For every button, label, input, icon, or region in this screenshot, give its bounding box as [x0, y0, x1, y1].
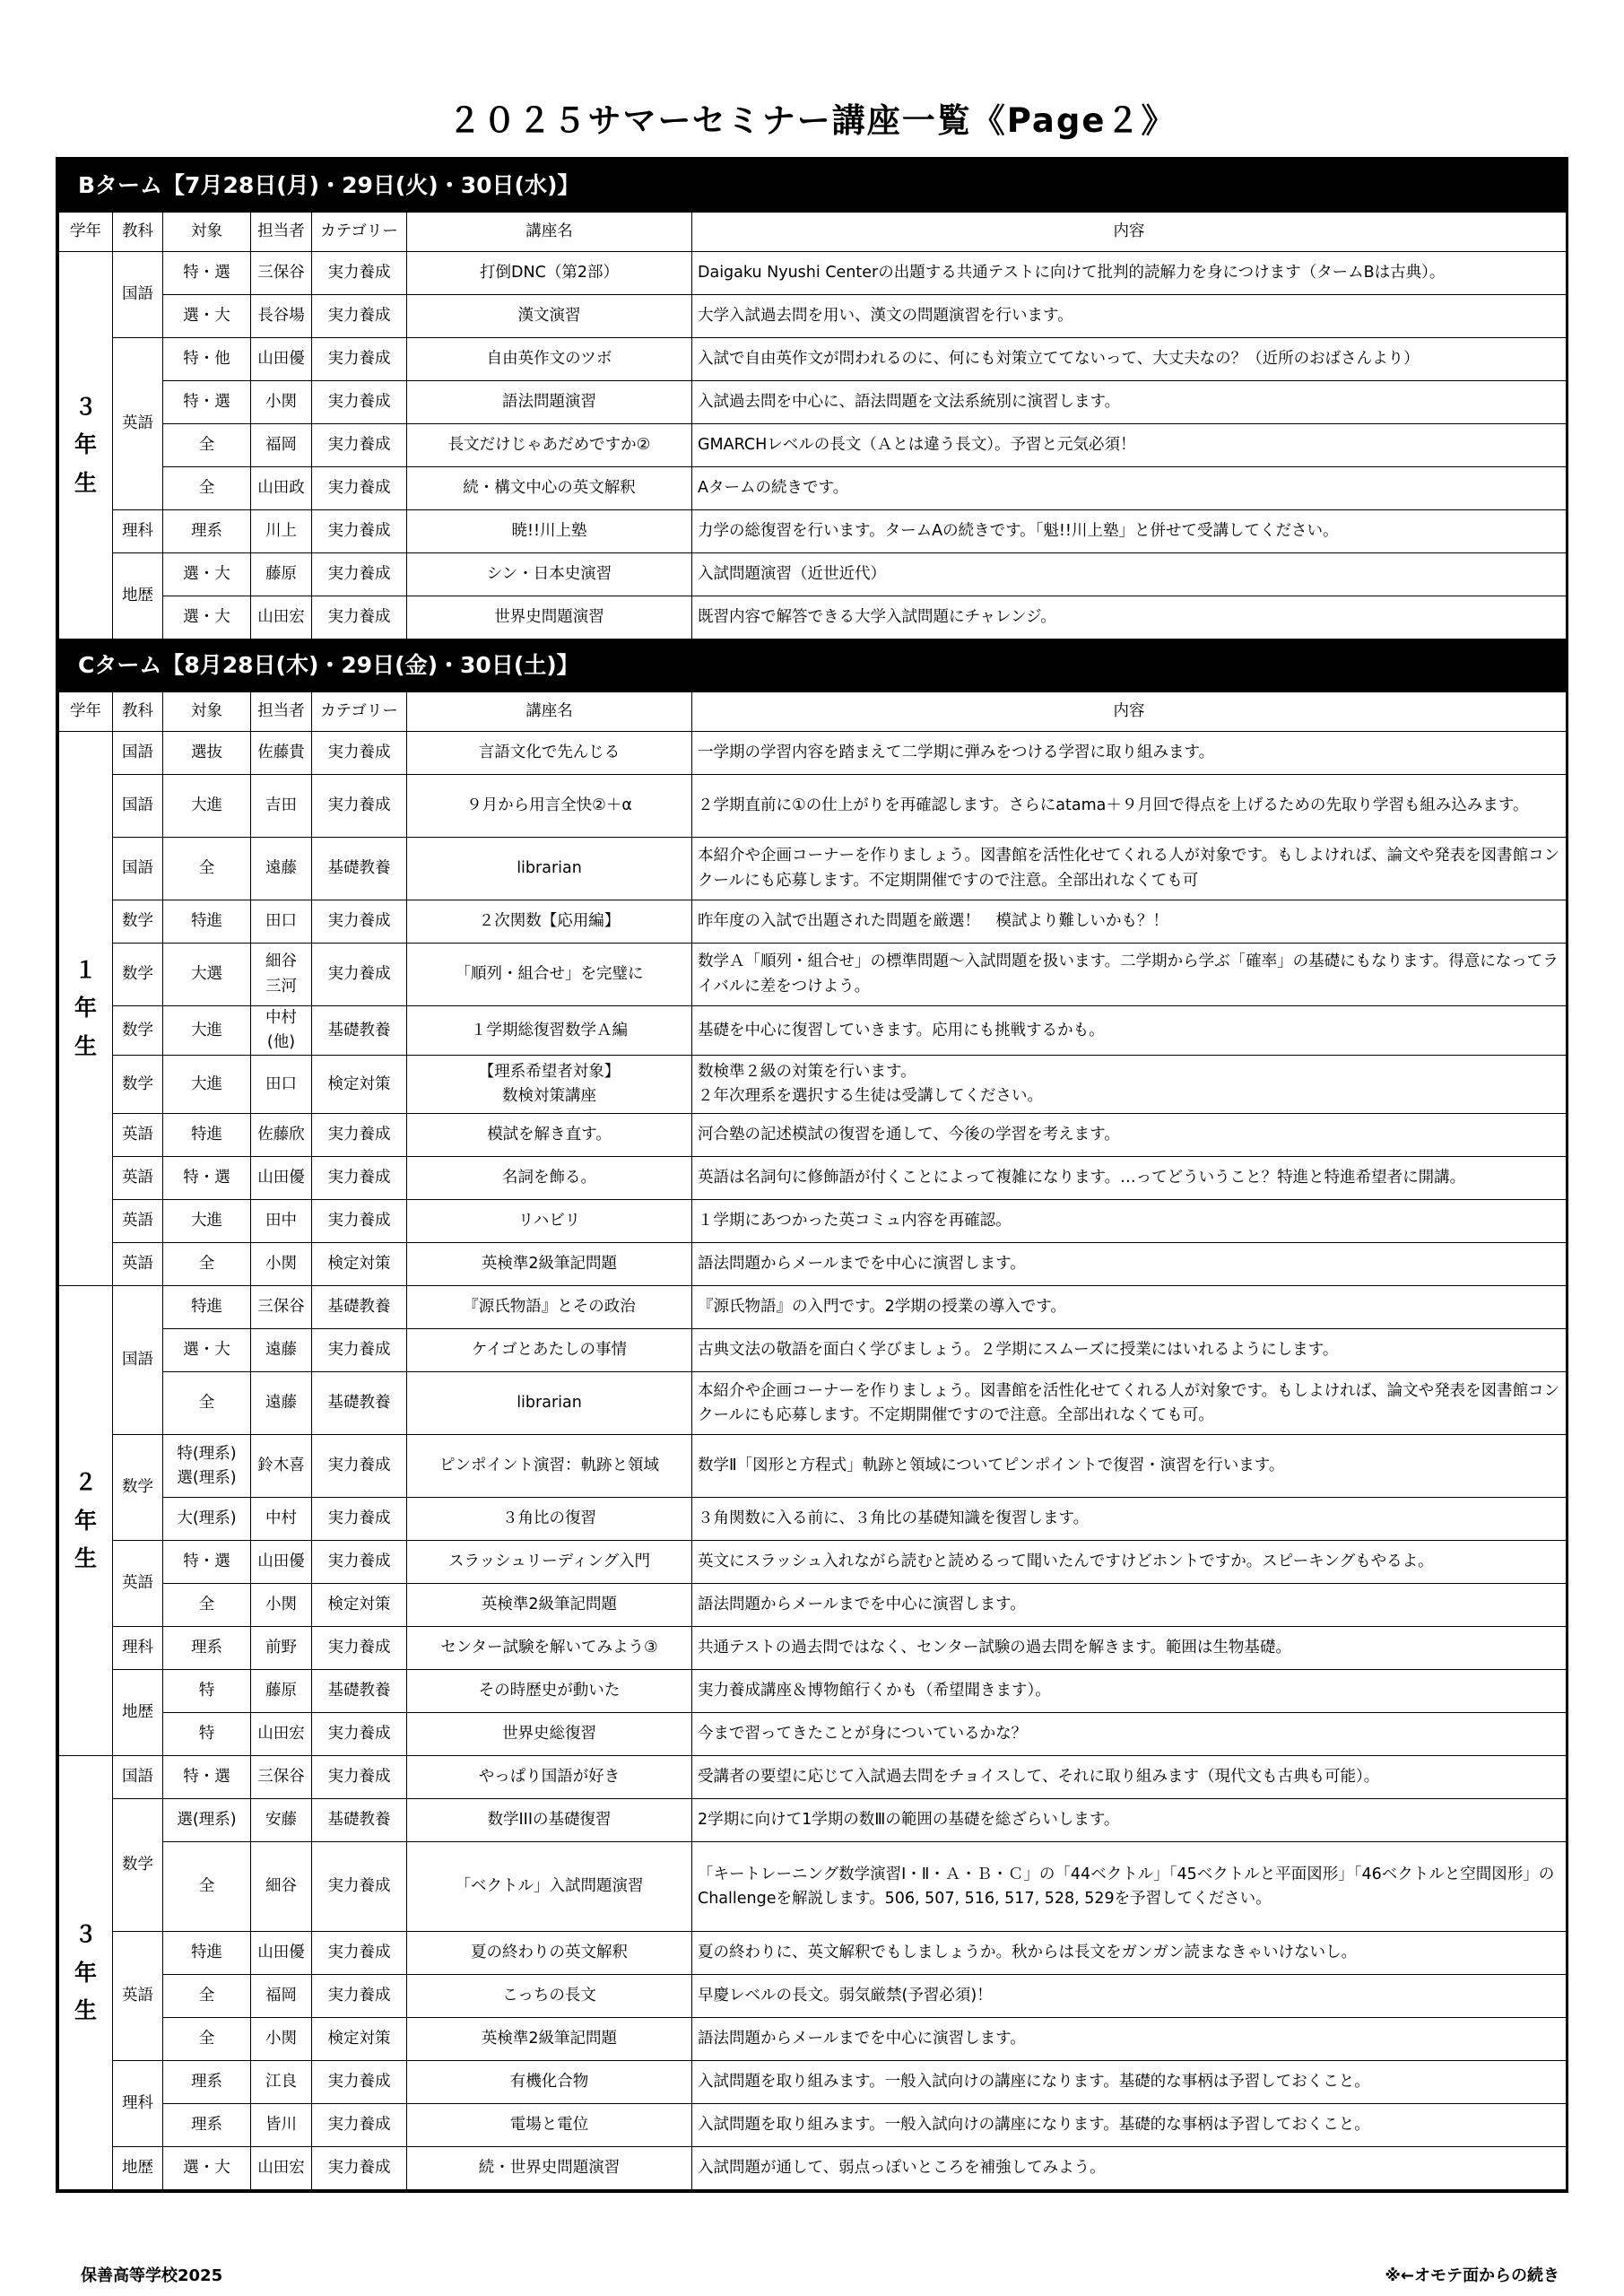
content-cell: 実力養成講座＆博物館行くかも（希望聞きます）。 [692, 1670, 1567, 1713]
subject-cell: 国語 [113, 252, 163, 338]
teacher-cell: 山田優 [251, 338, 312, 381]
content-cell: 入試問題演習（近世近代） [692, 553, 1567, 596]
course-name-cell: 続・構文中心の英文解釈 [407, 467, 692, 510]
course-name-cell: ピンポイント演習：軌跡と領域 [407, 1435, 692, 1498]
grade-cell: １ 年 生 [59, 732, 113, 1286]
grade-cell: ３ 年 生 [59, 1756, 113, 2190]
teacher-cell: 三保谷 [251, 1756, 312, 1799]
table-row [59, 1056, 1567, 1114]
content-cell: ３角関数に入る前に、３角比の基礎知識を復習します。 [692, 1498, 1567, 1541]
teacher-cell: 前野 [251, 1627, 312, 1670]
subject-cell: 地歴 [113, 1670, 163, 1756]
table-row [59, 1329, 1567, 1372]
content-cell: 入試問題を取り組みます。一般入試向けの講座になります。基礎的な事柄は予習しておくこと。 [692, 2104, 1567, 2147]
course-name-cell: 模試を解き直す。 [407, 1114, 692, 1157]
subject-cell: 国語 [113, 1286, 163, 1435]
subject-cell: 地歴 [113, 553, 163, 639]
subject-cell: 数学 [113, 1799, 163, 1932]
category-cell: 実力養成 [312, 510, 407, 553]
course-name-cell: 名詞を飾る。 [407, 1157, 692, 1200]
teacher-cell: 小関 [251, 1584, 312, 1627]
target-cell: 全 [163, 1243, 251, 1286]
content-cell: 早慶レベルの長文。弱気厳禁(予習必須)！ [692, 1975, 1567, 2018]
category-cell: 実力養成 [312, 732, 407, 775]
category-cell: 実力養成 [312, 1435, 407, 1498]
category-cell: 実力養成 [312, 1756, 407, 1799]
target-cell: 全 [163, 1584, 251, 1627]
table-row [59, 1932, 1567, 1975]
teacher-cell: 三保谷 [251, 252, 312, 295]
subject-cell: 数学 [113, 1006, 163, 1056]
target-cell: 選・大 [163, 596, 251, 639]
category-cell: 実力養成 [312, 553, 407, 596]
target-cell: 全 [163, 838, 251, 900]
teacher-cell: 田口 [251, 1056, 312, 1114]
target-cell: 特 [163, 1670, 251, 1713]
table-row [59, 1713, 1567, 1756]
table-row [59, 1541, 1567, 1584]
grade-cell: ２ 年 生 [59, 1286, 113, 1756]
course-name-cell: 世界史問題演習 [407, 596, 692, 639]
content-cell: 既習内容で解答できる大学入試問題にチャレンジ。 [692, 596, 1567, 639]
subject-cell: 国語 [113, 775, 163, 838]
subject-cell: 地歴 [113, 2147, 163, 2190]
teacher-cell: 田口 [251, 900, 312, 944]
category-cell: 実力養成 [312, 775, 407, 838]
target-cell: 理系 [163, 510, 251, 553]
teacher-cell: 中村 [251, 1498, 312, 1541]
table-row [59, 510, 1567, 553]
course-name-cell: シン・日本史演習 [407, 553, 692, 596]
target-cell: 特 [163, 1713, 251, 1756]
teacher-cell: 遠藤 [251, 1372, 312, 1435]
subject-cell: 英語 [113, 1200, 163, 1243]
category-cell: 実力養成 [312, 2104, 407, 2147]
term-table [58, 212, 1567, 639]
subject-cell: 国語 [113, 1756, 163, 1799]
column-header: 講座名 [407, 692, 692, 732]
course-name-cell: 打倒DNC（第2部） [407, 252, 692, 295]
content-cell: 基礎を中心に復習していきます。応用にも挑戦するかも。 [692, 1006, 1567, 1056]
target-cell: 大進 [163, 1006, 251, 1056]
content-cell: 英語は名詞句に修飾語が付くことによって複雑になります。…ってどういうこと？特進と特進希望者に開講。 [692, 1157, 1567, 1200]
category-cell: 実力養成 [312, 1157, 407, 1200]
content-cell: 共通テストの過去問ではなく、センター試験の過去問を解きます。範囲は生物基礎。 [692, 1627, 1567, 1670]
target-cell: 特・選 [163, 1756, 251, 1799]
table-row [59, 467, 1567, 510]
content-cell: 数検準２級の対策を行います。 ２年次理系を選択する生徒は受講してください。 [692, 1056, 1567, 1114]
teacher-cell: 遠藤 [251, 1329, 312, 1372]
category-cell: 実力養成 [312, 295, 407, 338]
content-cell: 「キートレーニング数学演習Ⅰ・Ⅱ・Ａ・Ｂ・Ｃ」の「44ベクトル」「45ベクトルと平面図形」「46ベクトルと空間図形」のChallengeを解説します。506, 507, 516, 517, 528, 529を予習してください。 [692, 1842, 1567, 1932]
table-row [59, 1157, 1567, 1200]
table-row [59, 775, 1567, 838]
content-cell: 数学Ⅱ「図形と方程式」軌跡と領域についてピンポイントで復習・演習を行います。 [692, 1435, 1567, 1498]
table-row [59, 1975, 1567, 2018]
table-row [59, 2018, 1567, 2061]
column-header: 学年 [59, 692, 113, 732]
category-cell: 基礎教養 [312, 1670, 407, 1713]
target-cell: 理系 [163, 2061, 251, 2104]
target-cell: 特・選 [163, 252, 251, 295]
teacher-cell: 細谷 [251, 1842, 312, 1932]
course-name-cell: 数学IIIの基礎復習 [407, 1799, 692, 1842]
content-cell: 今まで習ってきたことが身についているかな？ [692, 1713, 1567, 1756]
category-cell: 実力養成 [312, 944, 407, 1006]
content-cell: 語法問題からメールまでを中心に演習します。 [692, 2018, 1567, 2061]
subject-cell: 数学 [113, 900, 163, 944]
content-cell: 語法問題からメールまでを中心に演習します。 [692, 1584, 1567, 1627]
content-cell: 本紹介や企画コーナーを作りましょう。図書館を活性化せてくれる人が対象です。もしよければ、論文や発表を図書館コンクールにも応募します。不定期開催ですので注意。全部出れなくても可。 [692, 1372, 1567, 1435]
column-header: 学年 [59, 213, 113, 252]
teacher-cell: 佐藤貴 [251, 732, 312, 775]
content-cell: Daigaku Nyushi Centerの出題する共通テストに向けて批判的読解力を身につけます（タームBは古典）。 [692, 252, 1567, 295]
teacher-cell: 田中 [251, 1200, 312, 1243]
table-row [59, 596, 1567, 639]
course-name-cell: 英検準2級筆記問題 [407, 1243, 692, 1286]
target-cell: 全 [163, 1372, 251, 1435]
teacher-cell: 藤原 [251, 1670, 312, 1713]
content-cell: 入試問題が通して、弱点っぽいところを補強してみよう。 [692, 2147, 1567, 2190]
content-cell: 『源氏物語』の入門です。2学期の授業の導入です。 [692, 1286, 1567, 1329]
teacher-cell: 江良 [251, 2061, 312, 2104]
subject-cell: 理科 [113, 510, 163, 553]
course-name-cell: 夏の終わりの英文解釈 [407, 1932, 692, 1975]
content-cell: 昨年度の入試で出題された問題を厳選！ 模試より難しいかも？！ [692, 900, 1567, 944]
content-cell: GMARCHレベルの長文（Ａとは違う長文）。予習と元気必須！ [692, 424, 1567, 467]
teacher-cell: 長谷場 [251, 295, 312, 338]
category-cell: 実力養成 [312, 1541, 407, 1584]
course-name-cell: 「順列・組合せ」を完璧に [407, 944, 692, 1006]
table-row [59, 838, 1567, 900]
category-cell: 基礎教養 [312, 1006, 407, 1056]
teacher-cell: 山田政 [251, 467, 312, 510]
category-cell: 実力養成 [312, 596, 407, 639]
target-cell: 特(理系) 選(理系) [163, 1435, 251, 1498]
target-cell: 理系 [163, 1627, 251, 1670]
school-name: 保善高等学校2025 [81, 2266, 223, 2285]
content-cell: 英文にスラッシュ入れながら読むと読めるって聞いたんですけどホントですか。スピーキングもやるよ。 [692, 1541, 1567, 1584]
content-cell: 古典文法の敬語を面白く学びましょう。２学期にスムーズに授業にはいれるようにします。 [692, 1329, 1567, 1372]
target-cell: 特進 [163, 1114, 251, 1157]
teacher-cell: 中村(他) [251, 1006, 312, 1056]
teacher-cell: 川上 [251, 510, 312, 553]
table-row [59, 1006, 1567, 1056]
course-name-cell: 語法問題演習 [407, 381, 692, 424]
term-header: Cターム【8月28日(木)・29日(金)・30日(土)】 [58, 639, 1566, 691]
content-cell: 河合塾の記述模試の復習を通して、今後の学習を考えます。 [692, 1114, 1567, 1157]
subject-cell: 英語 [113, 1157, 163, 1200]
table-row [59, 1498, 1567, 1541]
content-cell: Aタームの続きです。 [692, 467, 1567, 510]
course-name-cell: ２次関数【応用編】 [407, 900, 692, 944]
subject-cell: 数学 [113, 944, 163, 1006]
table-row [59, 1286, 1567, 1329]
course-name-cell: センター試験を解いてみよう③ [407, 1627, 692, 1670]
column-header: 講座名 [407, 213, 692, 252]
target-cell: 全 [163, 467, 251, 510]
target-cell: 選(理系) [163, 1799, 251, 1842]
table-row [59, 1435, 1567, 1498]
teacher-cell: 小関 [251, 381, 312, 424]
content-cell: 語法問題からメールまでを中心に演習します。 [692, 1243, 1567, 1286]
category-cell: 検定対策 [312, 1243, 407, 1286]
teacher-cell: 鈴木喜 [251, 1435, 312, 1498]
column-header: 担当者 [251, 213, 312, 252]
subject-cell: 英語 [113, 338, 163, 510]
content-cell: 本紹介や企画コーナーを作りましょう。図書館を活性化せてくれる人が対象です。もしよければ、論文や発表を図書館コンクールにも応募します。不定期開催ですので注意。全部出れなくても可 [692, 838, 1567, 900]
category-cell: 実力養成 [312, 1200, 407, 1243]
content-cell: 大学入試過去問を用い、漢文の問題演習を行います。 [692, 295, 1567, 338]
target-cell: 選・大 [163, 1329, 251, 1372]
category-cell: 実力養成 [312, 1842, 407, 1932]
table-row [59, 944, 1567, 1006]
term-header: Bターム【7月28日(月)・29日(火)・30日(水)】 [58, 160, 1566, 212]
teacher-cell: 小関 [251, 2018, 312, 2061]
course-name-cell: librarian [407, 838, 692, 900]
table-row [59, 424, 1567, 467]
subject-cell: 国語 [113, 838, 163, 900]
teacher-cell: 山田宏 [251, 596, 312, 639]
table-row [59, 900, 1567, 944]
table-row [59, 2104, 1567, 2147]
category-cell: 検定対策 [312, 1056, 407, 1114]
category-cell: 基礎教養 [312, 1286, 407, 1329]
target-cell: 大進 [163, 1056, 251, 1114]
target-cell: 理系 [163, 2104, 251, 2147]
target-cell: 大(理系) [163, 1498, 251, 1541]
target-cell: 全 [163, 1975, 251, 2018]
table-row [59, 2061, 1567, 2104]
table-row [59, 295, 1567, 338]
teacher-cell: 山田宏 [251, 1713, 312, 1756]
target-cell: 大進 [163, 775, 251, 838]
content-cell: 力学の総復習を行います。タームAの続きです。「魁!!川上塾」と併せて受講してください。 [692, 510, 1567, 553]
category-cell: 実力養成 [312, 1627, 407, 1670]
column-header: 対象 [163, 692, 251, 732]
course-name-cell: 暁!!川上塾 [407, 510, 692, 553]
course-name-cell: 世界史総復習 [407, 1713, 692, 1756]
table-row [59, 732, 1567, 775]
table-row [59, 1670, 1567, 1713]
category-cell: 実力養成 [312, 338, 407, 381]
category-cell: 基礎教養 [312, 1372, 407, 1435]
table-row [59, 1627, 1567, 1670]
course-name-cell: 【理系希望者対象】 数検対策講座 [407, 1056, 692, 1114]
table-row [59, 1372, 1567, 1435]
teacher-cell: 藤原 [251, 553, 312, 596]
course-name-cell: 「ベクトル」入試問題演習 [407, 1842, 692, 1932]
target-cell: 特進 [163, 1932, 251, 1975]
target-cell: 特・選 [163, 1157, 251, 1200]
category-cell: 実力養成 [312, 1114, 407, 1157]
content-cell: 入試過去問を中心に、語法問題を文法系統別に演習します。 [692, 381, 1567, 424]
teacher-cell: 細谷 三河 [251, 944, 312, 1006]
subject-cell: 英語 [113, 1932, 163, 2061]
course-name-cell: 漢文演習 [407, 295, 692, 338]
column-header: カテゴリー [312, 213, 407, 252]
category-cell: 実力養成 [312, 381, 407, 424]
table-row [59, 1842, 1567, 1932]
content-cell: 入試で自由英作文が問われるのに、何にも対策立ててないって、大丈夫なの？（近所のおばさんより） [692, 338, 1567, 381]
category-cell: 基礎教養 [312, 1799, 407, 1842]
table-row [59, 1114, 1567, 1157]
teacher-cell: 小関 [251, 1243, 312, 1286]
target-cell: 全 [163, 424, 251, 467]
subject-cell: 理科 [113, 2061, 163, 2147]
course-name-cell: 英検準2級筆記問題 [407, 2018, 692, 2061]
category-cell: 実力養成 [312, 1498, 407, 1541]
teacher-cell: 山田優 [251, 1932, 312, 1975]
target-cell: 特・他 [163, 338, 251, 381]
course-name-cell: １学期総復習数学Ａ編 [407, 1006, 692, 1056]
table-row [59, 252, 1567, 295]
target-cell: 選・大 [163, 553, 251, 596]
teacher-cell: 佐藤欣 [251, 1114, 312, 1157]
course-name-cell: やっぱり国語が好き [407, 1756, 692, 1799]
table-row [59, 1584, 1567, 1627]
course-name-cell: librarian [407, 1372, 692, 1435]
content-cell: 2学期に向けて1学期の数Ⅲの範囲の基礎を総ざらいします。 [692, 1799, 1567, 1842]
course-name-cell: 長文だけじゃあだめですか② [407, 424, 692, 467]
category-cell: 実力養成 [312, 1713, 407, 1756]
target-cell: 特・選 [163, 381, 251, 424]
target-cell: 特進 [163, 900, 251, 944]
column-header-row [59, 213, 1567, 252]
content-cell: 一学期の学習内容を踏まえて二学期に弾みをつける学習に取り組みます。 [692, 732, 1567, 775]
subject-cell: 英語 [113, 1243, 163, 1286]
teacher-cell: 福岡 [251, 424, 312, 467]
continuation-note: ※←オモテ面からの続き [1385, 2266, 1559, 2285]
column-header: 担当者 [251, 692, 312, 732]
category-cell: 実力養成 [312, 1932, 407, 1975]
category-cell: 実力養成 [312, 424, 407, 467]
column-header: 教科 [113, 692, 163, 732]
course-name-cell: 『源氏物語』とその政治 [407, 1286, 692, 1329]
category-cell: 検定対策 [312, 1584, 407, 1627]
target-cell: 選抜 [163, 732, 251, 775]
target-cell: 大選 [163, 944, 251, 1006]
table-row [59, 381, 1567, 424]
subject-cell: 数学 [113, 1056, 163, 1114]
content-cell: 夏の終わりに、英文解釈でもしましょうか。秋からは長文をガンガン読まなきゃいけないし。 [692, 1932, 1567, 1975]
category-cell: 実力養成 [312, 467, 407, 510]
column-header: 教科 [113, 213, 163, 252]
category-cell: 実力養成 [312, 252, 407, 295]
teacher-cell: 遠藤 [251, 838, 312, 900]
column-header: 対象 [163, 213, 251, 252]
content-cell: 入試問題を取り組みます。一般入試向けの講座になります。基礎的な事柄は予習しておくこと。 [692, 2061, 1567, 2104]
table-row [59, 1756, 1567, 1799]
column-header-row [59, 692, 1567, 732]
subject-cell: 数学 [113, 1435, 163, 1541]
course-name-cell: こっちの長文 [407, 1975, 692, 2018]
teacher-cell: 吉田 [251, 775, 312, 838]
target-cell: 特・選 [163, 1541, 251, 1584]
subject-cell: 英語 [113, 1114, 163, 1157]
course-name-cell: リハビリ [407, 1200, 692, 1243]
category-cell: 実力養成 [312, 900, 407, 944]
term-table [58, 691, 1567, 2190]
content-cell: ２学期直前に①の仕上がりを再確認します。さらにatama＋９月回で得点を上げるための先取り学習も組み込みます。 [692, 775, 1567, 838]
target-cell: 全 [163, 1842, 251, 1932]
table-row [59, 338, 1567, 381]
table-row [59, 1243, 1567, 1286]
table-row [59, 1799, 1567, 1842]
subject-cell: 国語 [113, 732, 163, 775]
content-cell: 受講者の要望に応じて入試過去問をチョイスして、それに取り組みます（現代文も古典も可能）。 [692, 1756, 1567, 1799]
subject-cell: 理科 [113, 1627, 163, 1670]
content-cell: １学期にあつかった英コミュ内容を再確認。 [692, 1200, 1567, 1243]
teacher-cell: 山田優 [251, 1541, 312, 1584]
seminar-sheet [56, 157, 1568, 2193]
target-cell: 特進 [163, 1286, 251, 1329]
course-name-cell: ３角比の復習 [407, 1498, 692, 1541]
target-cell: 大進 [163, 1200, 251, 1243]
column-header: カテゴリー [312, 692, 407, 732]
category-cell: 実力養成 [312, 2061, 407, 2104]
course-name-cell: 有機化合物 [407, 2061, 692, 2104]
course-name-cell: 自由英作文のツボ [407, 338, 692, 381]
target-cell: 選・大 [163, 295, 251, 338]
course-name-cell: 続・世界史問題演習 [407, 2147, 692, 2190]
course-name-cell: ケイゴとあたしの事情 [407, 1329, 692, 1372]
teacher-cell: 山田優 [251, 1157, 312, 1200]
course-name-cell: ９月から用言全快②＋α [407, 775, 692, 838]
category-cell: 実力養成 [312, 1975, 407, 2018]
table-row [59, 553, 1567, 596]
column-header: 内容 [692, 692, 1567, 732]
table-row [59, 2147, 1567, 2190]
course-name-cell: その時歴史が動いた [407, 1670, 692, 1713]
target-cell: 選・大 [163, 2147, 251, 2190]
teacher-cell: 安藤 [251, 1799, 312, 1842]
teacher-cell: 山田宏 [251, 2147, 312, 2190]
teacher-cell: 三保谷 [251, 1286, 312, 1329]
grade-cell: ３ 年 生 [59, 252, 113, 639]
content-cell: 数学Ａ「順列・組合せ」の標準問題～入試問題を扱います。二学期から学ぶ「確率」の基礎にもなります。得意になってライバルに差をつけよう。 [692, 944, 1567, 1006]
category-cell: 実力養成 [312, 2147, 407, 2190]
teacher-cell: 福岡 [251, 1975, 312, 2018]
teacher-cell: 皆川 [251, 2104, 312, 2147]
category-cell: 基礎教養 [312, 838, 407, 900]
course-name-cell: スラッシュリーディング入門 [407, 1541, 692, 1584]
course-name-cell: 電場と電位 [407, 2104, 692, 2147]
course-name-cell: 言語文化で先んじる [407, 732, 692, 775]
category-cell: 実力養成 [312, 1329, 407, 1372]
course-name-cell: 英検準2級筆記問題 [407, 1584, 692, 1627]
column-header: 内容 [692, 213, 1567, 252]
page-title: ２０２５サマーセミナー講座一覧《Page２》 [447, 101, 1177, 140]
table-row [59, 1200, 1567, 1243]
category-cell: 検定対策 [312, 2018, 407, 2061]
target-cell: 全 [163, 2018, 251, 2061]
subject-cell: 英語 [113, 1541, 163, 1627]
